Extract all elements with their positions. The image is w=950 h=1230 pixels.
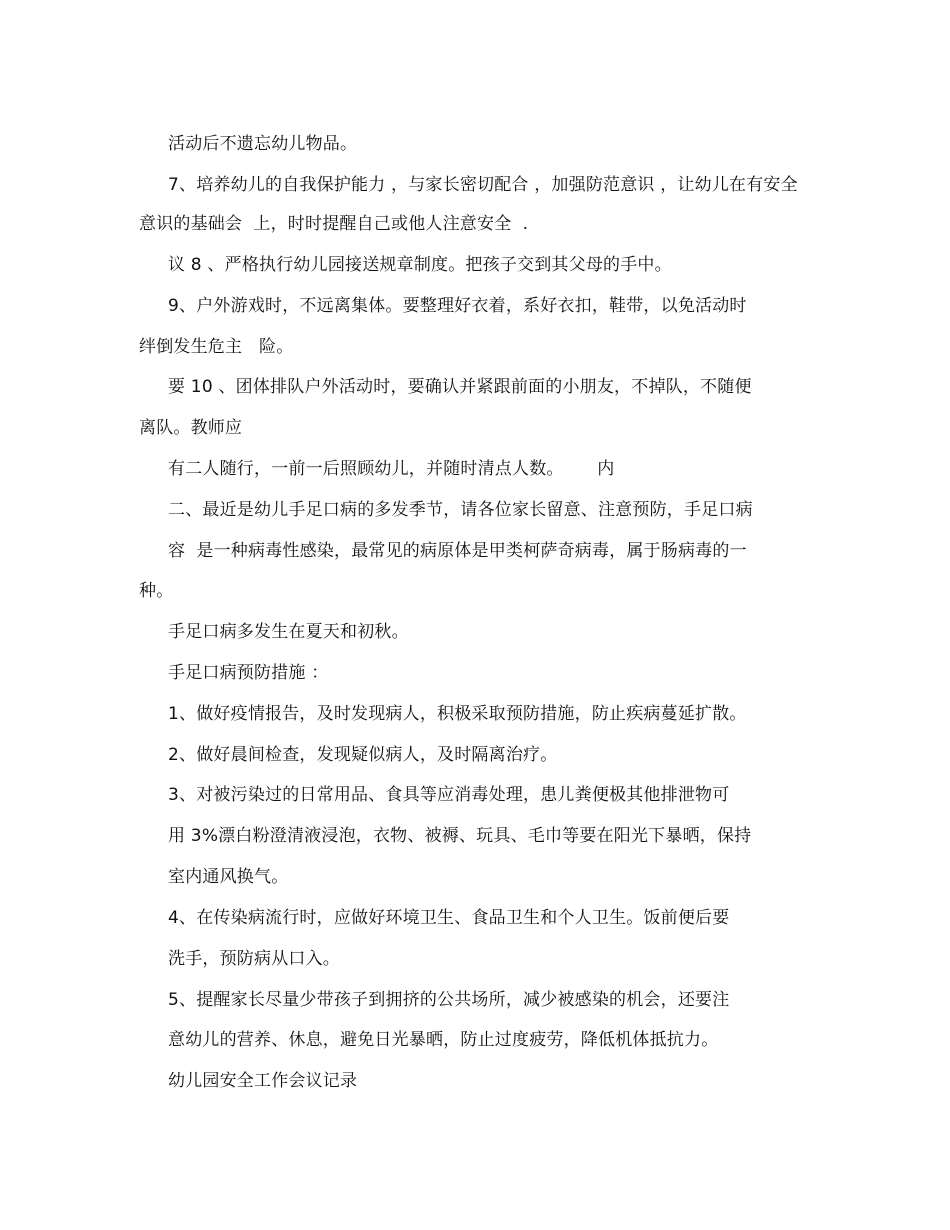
text-line: 9、户外游戏时，不远离集体。要整理好衣着，系好衣扣，鞋带，以免活动时	[168, 296, 747, 316]
text-line: 二、最近是幼儿手足口病的多发季节，请各位家长留意、注意预防，手足口病	[168, 500, 753, 520]
text-line: 种。	[139, 581, 174, 601]
text-line: 容 是一种病毒性感染，最常见的病原体是甲类柯萨奇病毒，属于肠病毒的一	[168, 541, 747, 561]
text-line: 用 3%漂白粉澄清液浸泡，衣物、被褥、玩具、毛巾等要在阳光下暴晒，保持	[168, 826, 752, 846]
text-line: 洗手，预防病从口入。	[168, 949, 340, 969]
text-line: 手足口病多发生在夏天和初秋。	[168, 622, 409, 642]
text-line: 2、做好晨间检查，发现疑似病人，及时隔离治疗。	[168, 745, 558, 765]
text-line: 4、在传染病流行时，应做好环境卫生、食品卫生和个人卫生。饭前便后要	[168, 908, 730, 928]
text-line: 5、提醒家长尽量少带孩子到拥挤的公共场所，减少被感染的机会，还要注	[168, 990, 730, 1010]
text-line: 3、对被污染过的日常用品、食具等应消毒处理，患儿粪便极其他排泄物可	[168, 785, 730, 805]
text-line: 1、做好疫情报告，及时发现病人，积极采取预防措施，防止疾病蔓延扩散。	[168, 704, 747, 724]
text-line: 手足口病预防措施 ：	[168, 663, 329, 683]
text-line: 要 10 、团体排队户外活动时，要确认并紧跟前面的小朋友，不掉队，不随便	[168, 377, 752, 397]
text-line: 幼儿园安全工作会议记录	[168, 1071, 358, 1091]
text-line: 离队。教师应	[139, 418, 243, 438]
text-line: 室内通风换气。	[168, 867, 289, 887]
text-line: 绊倒发生危主 险。	[139, 337, 294, 357]
text-line: 有二人随行，一前一后照顾幼儿，并随时清点人数。 内	[168, 459, 615, 479]
text-line: 意识的基础会 上，时时提醒自己或他人注意安全 .	[139, 214, 529, 234]
text-line: 活动后不遗忘幼儿物品。	[168, 134, 358, 154]
text-line: 议 8 、严格执行幼儿园接送规章制度。把孩子交到其父母的手中。	[168, 255, 672, 275]
text-line: 意幼儿的营养、休息，避免日光暴晒，防止过度疲劳，降低机体抵抗力。	[168, 1030, 719, 1050]
text-line: 7、培养幼儿的自我保护能力 ，与家长密切配合 ，加强防范意识 ，让幼儿在有安全	[168, 175, 798, 195]
